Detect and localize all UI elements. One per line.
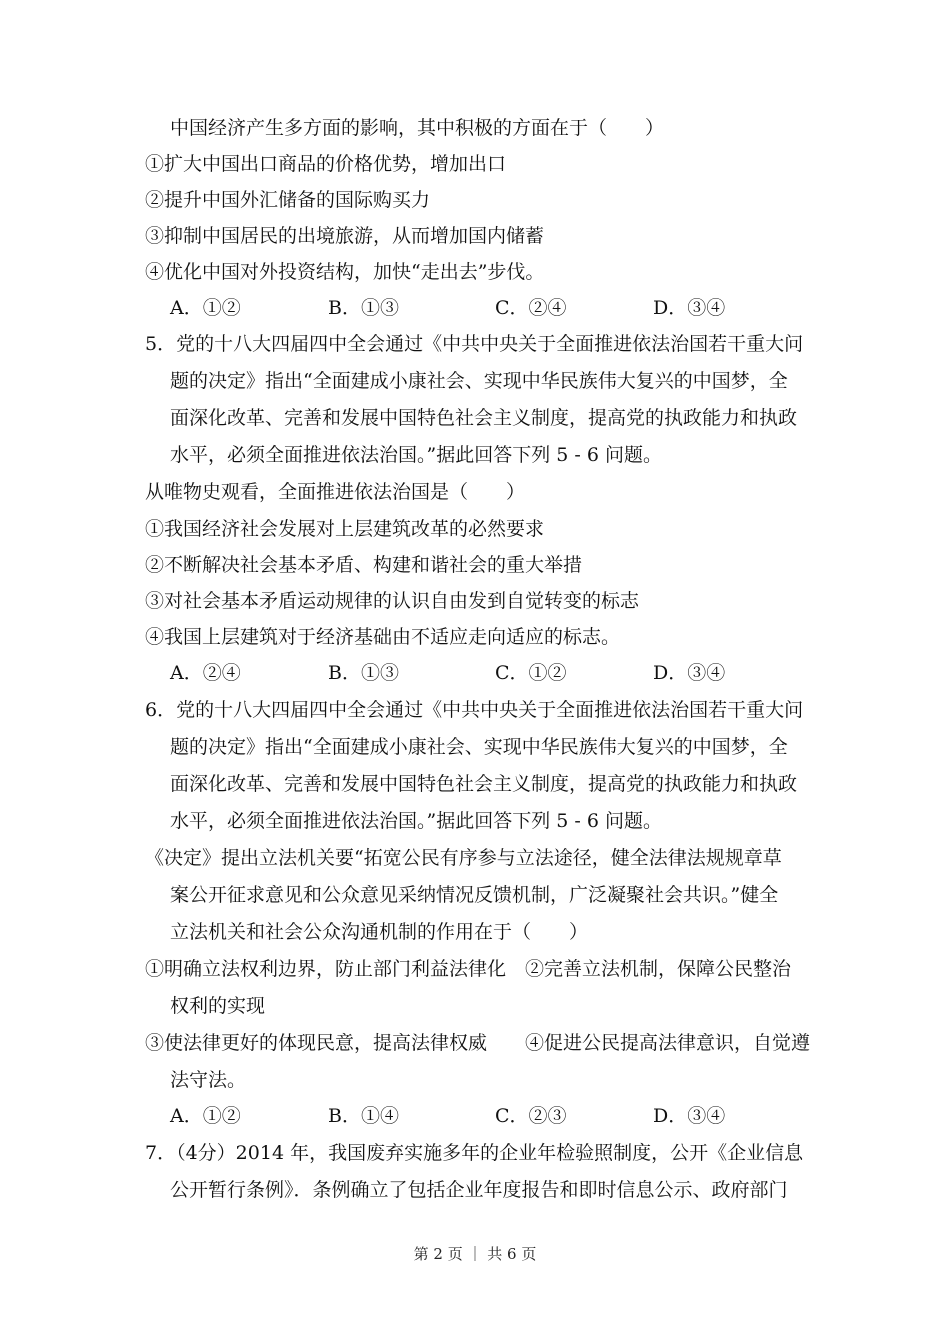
cont-item-2: ②提升中国外汇储备的国际购买力 (145, 189, 431, 211)
cont-item-3: ③抑制中国居民的出境旅游，从而增加国内储蓄 (145, 225, 545, 247)
q5-item-1: ①我国经济社会发展对上层建筑改革的必然要求 (145, 518, 545, 540)
q6-material-line: 6．党的十八大四届四中全会通过《中共中央关于全面推进依法治国若干重大问 (145, 699, 804, 721)
page-footer: 第 2 页 ｜ 共 6 页 (413, 1245, 537, 1263)
option-c: C．②③ (495, 1105, 567, 1127)
q5-item-3: ③对社会基本矛盾运动规律的认识自由发到自觉转变的标志 (145, 590, 640, 612)
q7-line: 公开暂行条例》．条例确立了包括企业年度报告和即时信息公示、政府部门 (170, 1179, 788, 1201)
continued-question-stem: 中国经济产生多方面的影响，其中积极的方面在于（ ） (170, 117, 665, 139)
cont-item-1: ①扩大中国出口商品的价格优势，增加出口 (145, 153, 507, 175)
q6-stem-line: 立法机关和社会公众沟通机制的作用在于（ ） (170, 921, 589, 943)
q5-material-line: 面深化改革、完善和发展中国特色社会主义制度，提高党的执政能力和执政 (170, 407, 798, 429)
option-a: A．①② (170, 1105, 241, 1127)
q5-material-line: 水平，必须全面推进依法治国。”据此回答下列 5 - 6 问题。 (170, 444, 662, 466)
q5-material-line: 题的决定》指出“全面建成小康社会、实现中华民族伟大复兴的中国梦，全 (170, 370, 788, 392)
q6-stem-line: 案公开征求意见和公众意见采纳情况反馈机制，广泛凝聚社会共识。”健全 (170, 884, 779, 906)
q6-material-line: 面深化改革、完善和发展中国特色社会主义制度，提高党的执政能力和执政 (170, 773, 798, 795)
q6-material-line: 题的决定》指出“全面建成小康社会、实现中华民族伟大复兴的中国梦，全 (170, 736, 788, 758)
q6-stem-line: 《决定》提出立法机关要“拓宽公民有序参与立法途径，健全法律法规规章草 (145, 847, 782, 869)
q5-material-line: 5．党的十八大四届四中全会通过《中共中央关于全面推进依法治国若干重大问 (145, 333, 804, 355)
option-b: B．①④ (328, 1105, 399, 1127)
option-a: A．②④ (170, 662, 241, 684)
option-b: B．①③ (328, 662, 399, 684)
q5-item-2: ②不断解决社会基本矛盾、构建和谐社会的重大举措 (145, 554, 583, 576)
option-d: D．③④ (653, 297, 726, 319)
option-d: D．③④ (653, 662, 726, 684)
option-a: A．①② (170, 297, 241, 319)
q7-line: 7．（4分）2014 年，我国废弃实施多年的企业年检验照制度，公开《企业信息 (145, 1142, 804, 1164)
q6-item-line: ①明确立法权利边界，防止部门利益法律化 ②完善立法机制，保障公民整治 (145, 958, 792, 980)
q5-stem: 从唯物史观看，全面推进依法治国是（ ） (145, 481, 526, 503)
q5-item-4: ④我国上层建筑对于经济基础由不适应走向适应的标志。 (145, 626, 621, 648)
q6-item-line: ③使法律更好的体现民意，提高法律权威 ④促进公民提高法律意识，自觉遵 (145, 1032, 811, 1054)
q6-item-line: 权利的实现 (170, 995, 266, 1017)
option-d: D．③④ (653, 1105, 726, 1127)
option-c: C．②④ (495, 297, 567, 319)
option-b: B．①③ (328, 297, 399, 319)
option-c: C．①② (495, 662, 567, 684)
q6-item-line: 法守法。 (170, 1069, 247, 1091)
cont-item-4: ④优化中国对外投资结构，加快“走出去”步伐。 (145, 261, 545, 283)
q6-material-line: 水平，必须全面推进依法治国。”据此回答下列 5 - 6 问题。 (170, 810, 662, 832)
